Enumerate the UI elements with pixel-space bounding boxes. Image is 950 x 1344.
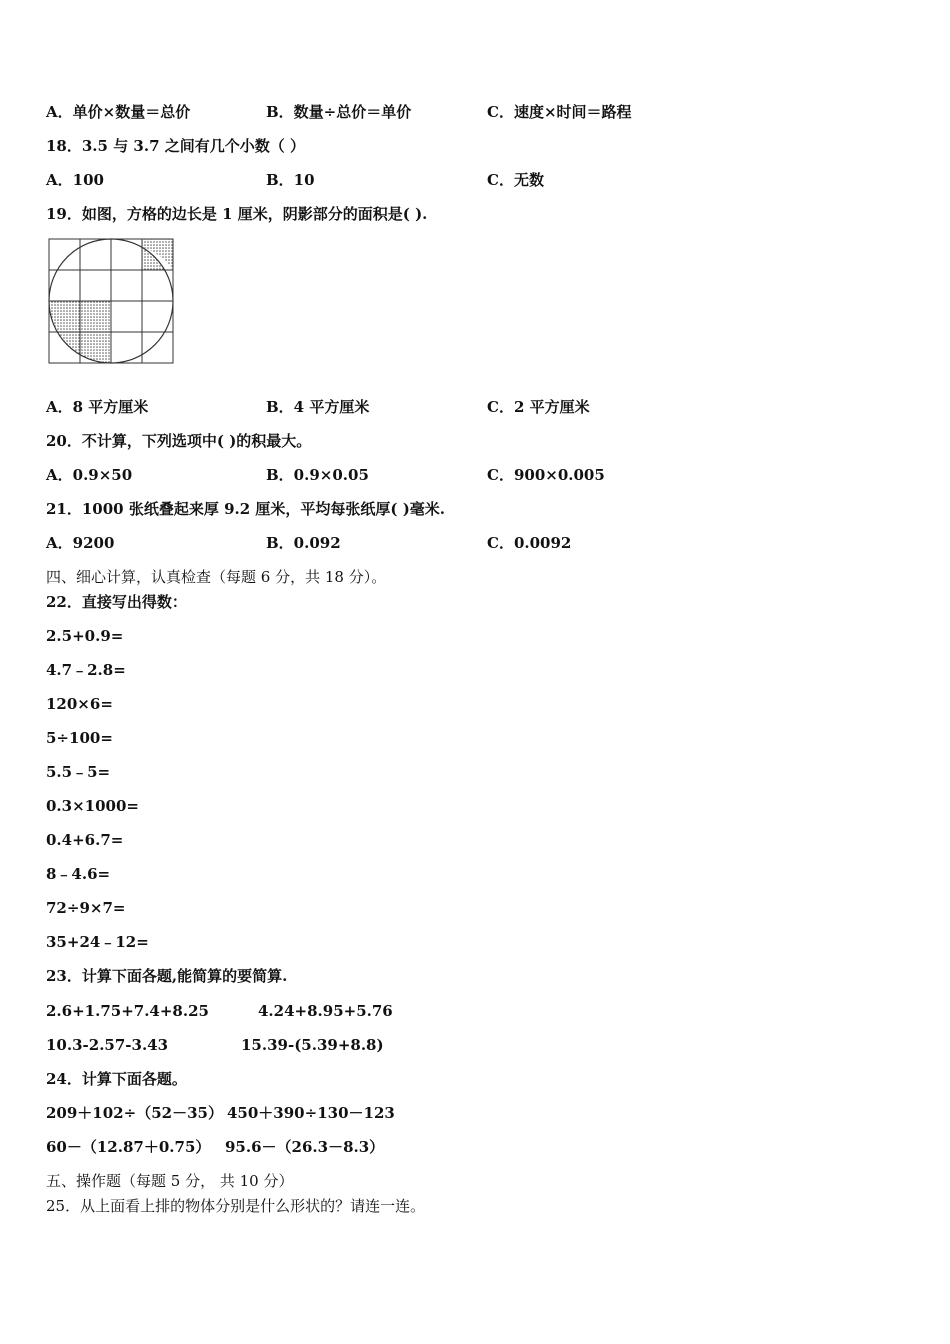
q20-question: 20．不计算，下列选项中( )的积最大。: [46, 432, 312, 450]
q23-expr: 10.3-2.57-3.43: [46, 1036, 169, 1054]
q17-option-a: A．单价×数量＝总价: [46, 103, 191, 121]
q21-option-a: A．9200: [46, 534, 115, 552]
q24-expr: 450＋390÷130－123: [227, 1104, 395, 1122]
q19-option-b: B．4 平方厘米: [266, 398, 370, 416]
q24-question: 24．计算下面各题。: [46, 1070, 187, 1088]
q23-expr: 2.6+1.75+7.4+8.25: [46, 1002, 209, 1020]
q18-option-c: C．无数: [487, 171, 544, 189]
q21-option-c: C．0.0092: [487, 534, 572, 552]
q22-question: 22．直接写出得数：: [46, 593, 187, 611]
q19-option-a: A．8 平方厘米: [46, 398, 149, 416]
section-4-title: 四、细心计算，认真检查（每题 6 分，共 18 分）。: [46, 568, 387, 586]
q24-expr: 209＋102÷（52－35）: [46, 1104, 223, 1122]
q21-option-b: B．0.092: [266, 534, 341, 552]
section-5-title: 五、操作题（每题 5 分， 共 10 分）: [46, 1172, 294, 1190]
q20-option-b: B．0.9×0.05: [266, 466, 369, 484]
q19-option-c: C．2 平方厘米: [487, 398, 590, 416]
q24-expr: 95.6－（26.3－8.3）: [225, 1138, 385, 1156]
q20-option-a: A．0.9×50: [46, 466, 133, 484]
q22-item: 35+24﹣12=: [46, 933, 149, 951]
q22-item: 2.5+0.9=: [46, 627, 124, 645]
q24-expr: 60－（12.87＋0.75）: [46, 1138, 211, 1156]
q18-option-b: B．10: [266, 171, 315, 189]
q23-expr: 4.24+8.95+5.76: [258, 1002, 393, 1020]
q23-expr: 15.39-(5.39+8.8): [241, 1036, 384, 1054]
q22-item: 0.4+6.7=: [46, 831, 124, 849]
q25-question: 25．从上面看上排的物体分别是什么形状的？请连一连。: [46, 1197, 426, 1215]
grid-circle-svg: [48, 238, 176, 368]
q21-question: 21．1000 张纸叠起来厚 9.2 厘米，平均每张纸厚( )毫米.: [46, 500, 446, 518]
q17-option-b: B．数量÷总价＝单价: [266, 103, 412, 121]
q19-question: 19．如图，方格的边长是 1 厘米，阴影部分的面积是( ).: [46, 205, 428, 223]
q22-item: 4.7﹣2.8=: [46, 661, 126, 679]
q22-item: 5÷100=: [46, 729, 113, 747]
q20-option-c: C．900×0.005: [487, 466, 605, 484]
q22-item: 8﹣4.6=: [46, 865, 111, 883]
q22-item: 72÷9×7=: [46, 899, 126, 917]
q23-question: 23．计算下面各题,能简算的要简算.: [46, 967, 288, 985]
q22-item: 0.3×1000=: [46, 797, 139, 815]
q22-item: 5.5﹣5=: [46, 763, 111, 781]
q18-question: 18．3.5 与 3.7 之间有几个小数（ ）: [46, 137, 305, 155]
q22-item: 120×6=: [46, 695, 113, 713]
q17-option-c: C．速度×时间＝路程: [487, 103, 632, 121]
q18-option-a: A．100: [46, 171, 104, 189]
grid-circle-figure: [48, 238, 176, 372]
